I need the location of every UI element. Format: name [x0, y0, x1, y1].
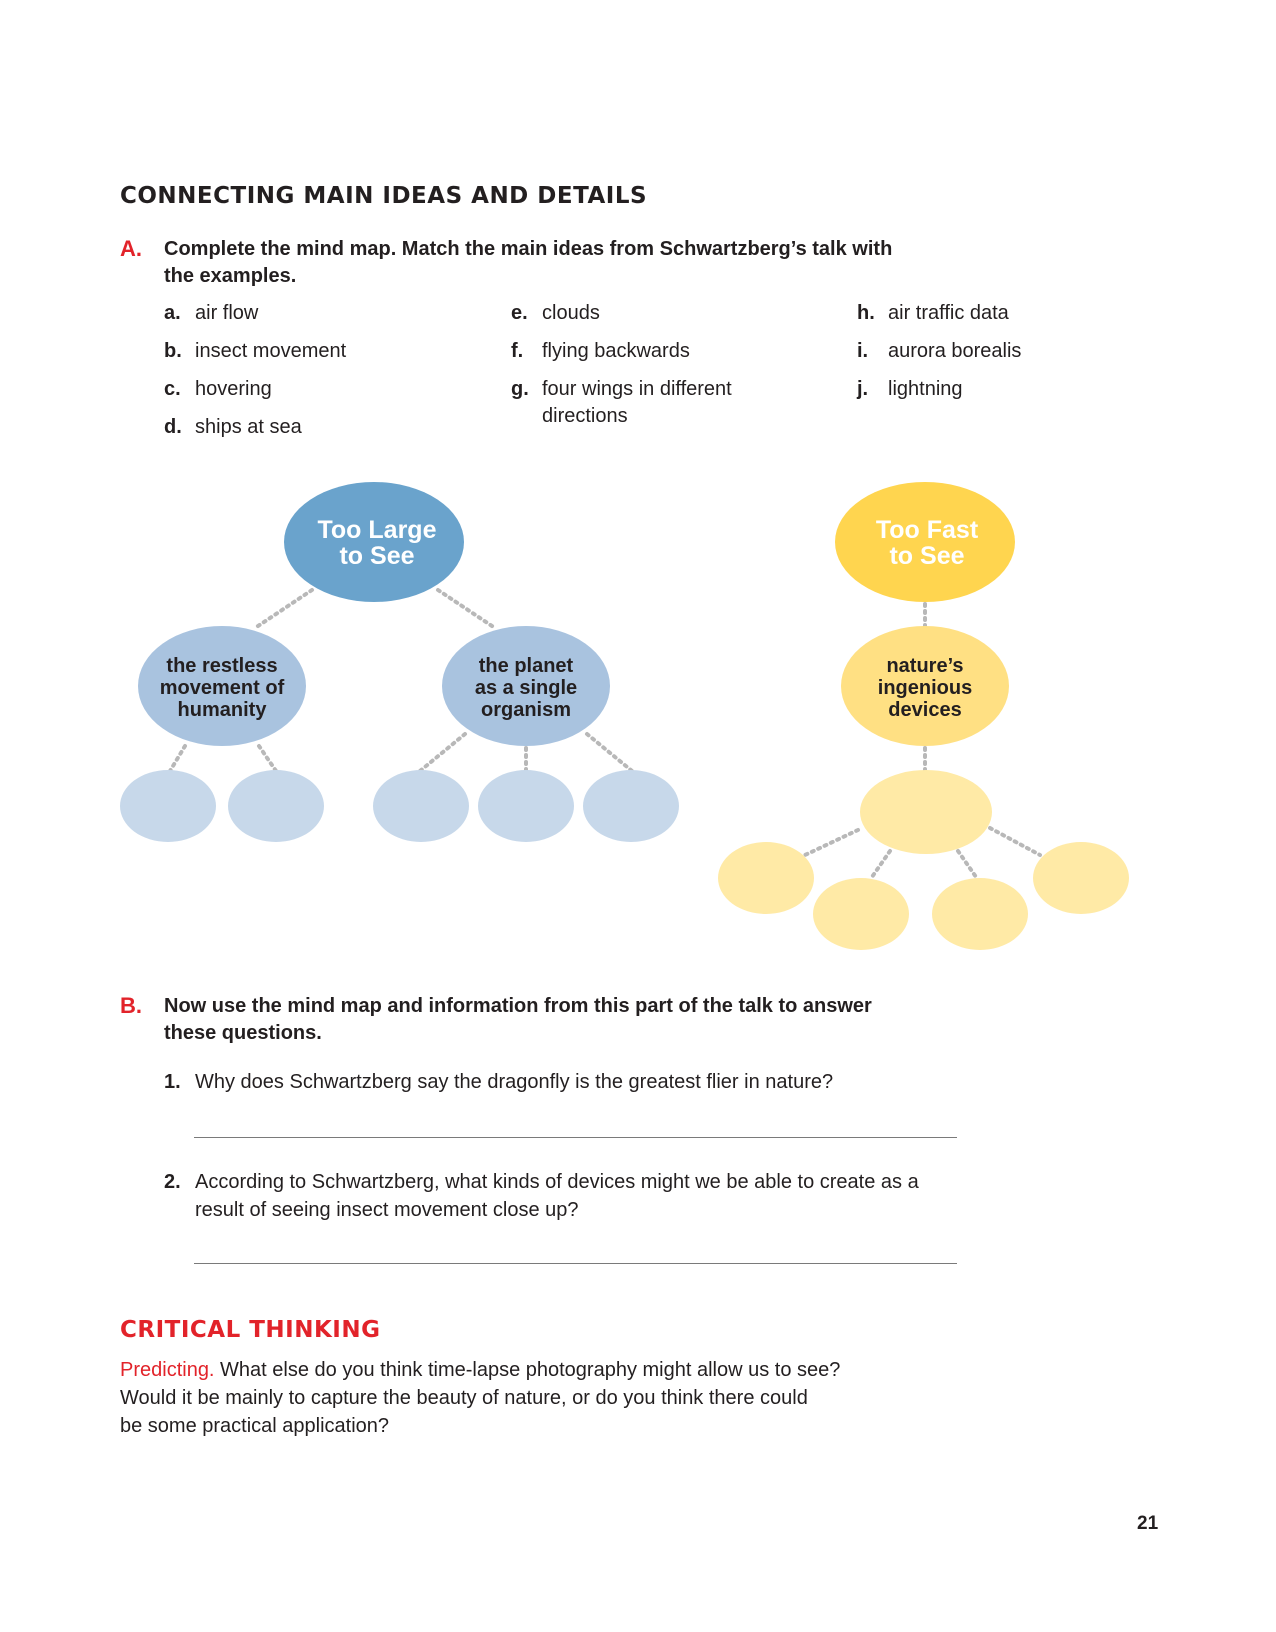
connector-line — [958, 851, 976, 877]
connector-line — [990, 828, 1040, 855]
part-a-instruction-line: the examples. — [164, 265, 297, 287]
too-large-label: Too Large — [317, 516, 437, 544]
question-1: 1. Why does Schwartzberg say the dragonfly is the greatest flier in nature? — [164, 1071, 834, 1093]
option-f: f. flying backwards — [511, 340, 690, 362]
option-b: b. insect movement — [164, 340, 347, 362]
part-b-instruction-line: these questions. — [164, 1022, 322, 1044]
critical-thinking-text: What else do you think time-lapse photography might allow us to see? — [214, 1359, 841, 1381]
answer-line-2[interactable] — [194, 1263, 957, 1264]
blank-answer-oval[interactable] — [478, 770, 574, 842]
part-b-instruction — [164, 993, 964, 1047]
ingenious-label: ingenious — [877, 677, 973, 699]
restless-label: movement of — [159, 677, 285, 699]
part-b-label: B. — [120, 993, 142, 1018]
blank-answer-oval[interactable] — [120, 770, 216, 842]
option-c: c. hovering — [164, 378, 272, 400]
blank-answer-oval[interactable] — [932, 878, 1028, 950]
option-a: a. air flow — [164, 302, 259, 324]
option-h: h. air traffic data — [857, 302, 1009, 324]
part-b-instruction-line: Now use the mind map and information from this part of the talk to answer — [164, 995, 872, 1017]
option-d: d. ships at sea — [164, 416, 302, 438]
part-a-instruction-line: Complete the mind map. Match the main ideas from Schwartzberg’s talk with — [164, 238, 893, 260]
predicting-label: Predicting. — [120, 1359, 215, 1381]
critical-thinking-title: CRITICAL THINKING — [120, 1317, 381, 1343]
too-large-label: to See — [339, 542, 415, 570]
connector-line — [255, 590, 312, 628]
planet-label: organism — [480, 699, 572, 721]
option-g: g. four wings in different directions — [511, 378, 732, 427]
blank-answer-oval[interactable] — [860, 770, 992, 854]
critical-thinking-text: Would it be mainly to capture the beauty of nature, or do you think there could — [120, 1387, 808, 1409]
connector-line — [438, 590, 495, 628]
blank-answer-oval[interactable] — [718, 842, 814, 914]
too-fast-label: to See — [889, 542, 965, 570]
connector-line — [805, 830, 858, 855]
planet-label: as a single — [474, 677, 578, 699]
restless-label: humanity — [177, 699, 267, 721]
blank-answer-oval[interactable] — [373, 770, 469, 842]
connector-line — [587, 734, 632, 771]
connector-line — [170, 746, 185, 771]
connector-line — [420, 734, 465, 771]
ingenious-label: devices — [888, 699, 962, 721]
connector-line — [872, 851, 890, 877]
question-2: 2. According to Schwartzberg, what kinds of devices might we be able to create as a result of seeing insect movement close up? — [164, 1171, 919, 1221]
connector-line — [259, 746, 276, 771]
restless-label: the restless — [166, 655, 278, 677]
ingenious-label: nature’s — [886, 655, 964, 677]
blank-answer-oval[interactable] — [813, 878, 909, 950]
critical-thinking-body — [120, 1356, 920, 1440]
blank-answer-oval[interactable] — [1033, 842, 1129, 914]
too-fast-label: Too Fast — [875, 516, 979, 544]
part-a-label: A. — [120, 236, 142, 261]
section-title: CONNECTING MAIN IDEAS AND DETAILS — [120, 183, 648, 209]
page-number: 21 — [1137, 1513, 1159, 1534]
blank-answer-oval[interactable] — [583, 770, 679, 842]
option-j: j. lightning — [857, 378, 963, 400]
option-e: e. clouds — [511, 302, 600, 324]
planet-label: the planet — [478, 655, 574, 677]
option-i: i. aurora borealis — [857, 340, 1022, 362]
blank-answer-oval[interactable] — [228, 770, 324, 842]
answer-line-1[interactable] — [194, 1137, 957, 1138]
critical-thinking-text: be some practical application? — [120, 1415, 390, 1437]
